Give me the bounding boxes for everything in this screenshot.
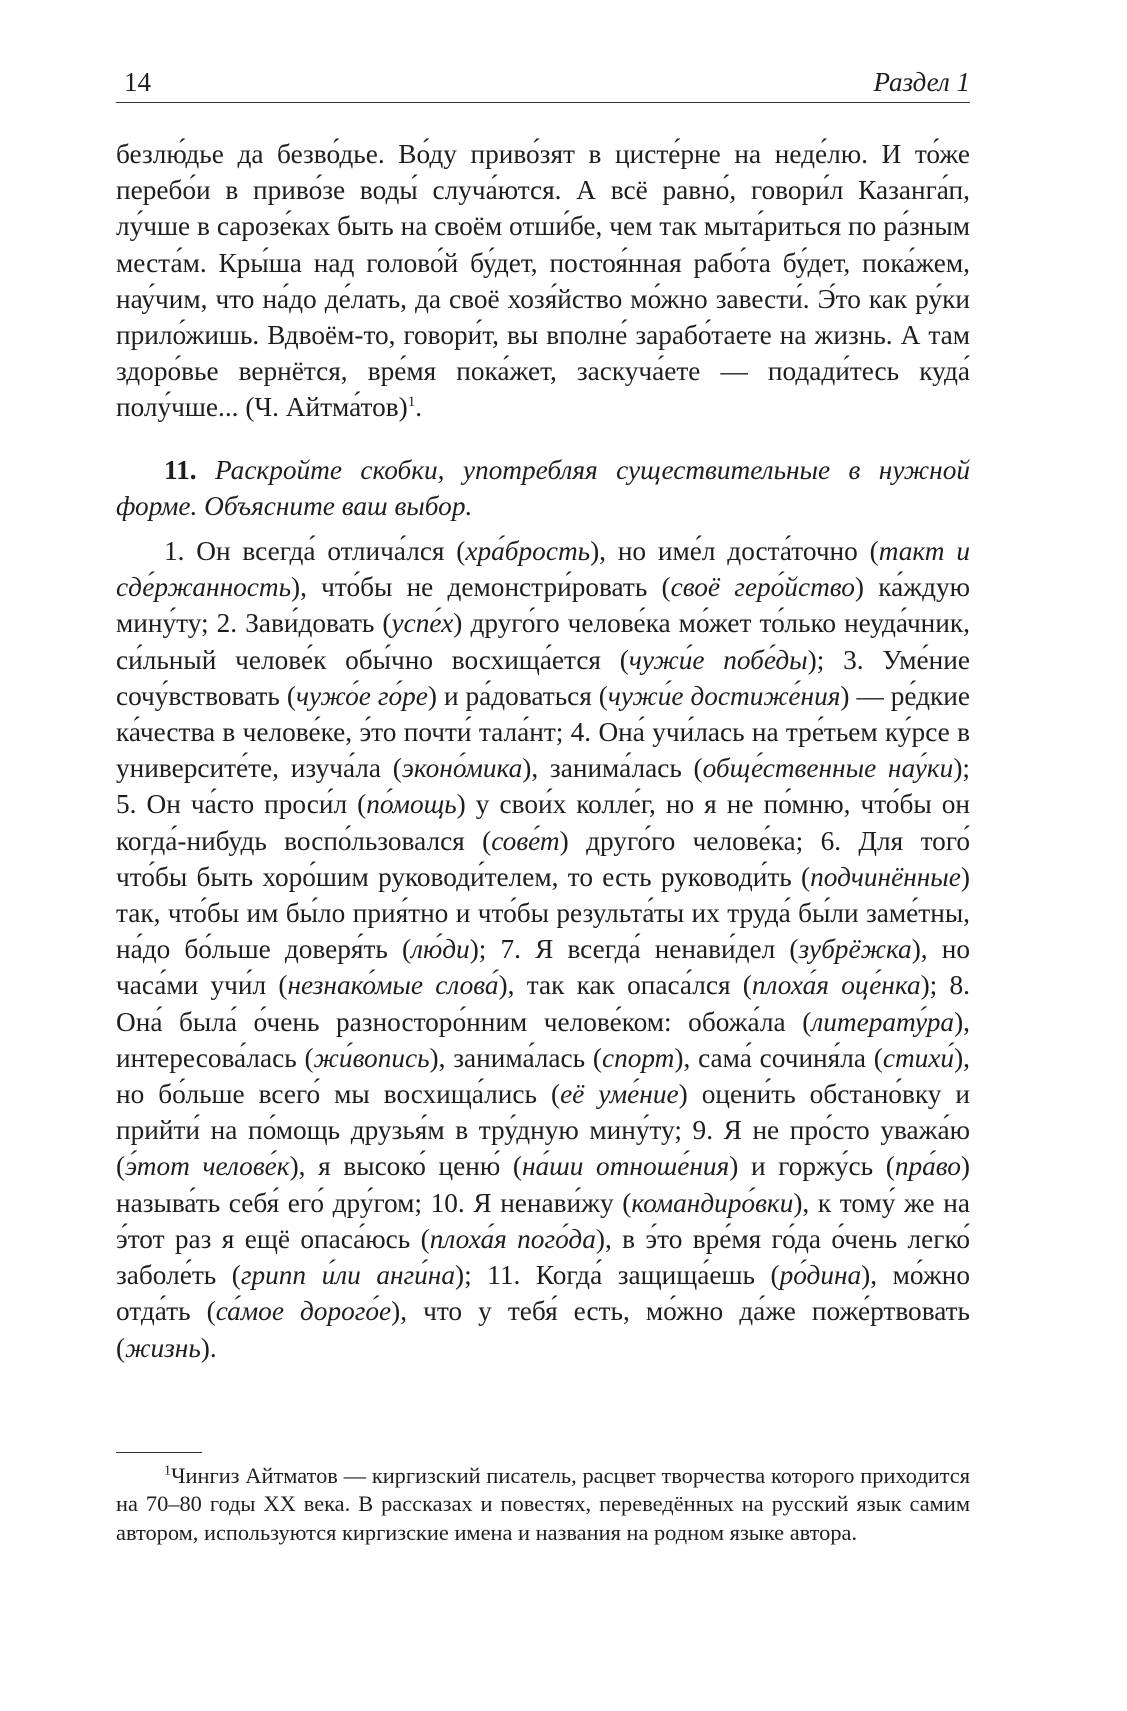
exercise-text: ), интересова́лась ( — [116, 1006, 970, 1073]
bracket-word: ро́дина — [779, 1260, 862, 1291]
task-instruction: Раскройте скобки, употребляя существительные в нужной форме. Объясните ваш выбор. — [116, 454, 970, 521]
exercise-text: ) ка́ждую мину́ту; 2. Зави́довать ( — [116, 572, 970, 639]
exercise-text: ) так, что́бы им бы́ло прия́тно и что́бы результа́ты их труда́ бы́ли заме́тны, на́до бо́льше доверя́ть ( — [116, 861, 970, 965]
bracket-word: чужи́е достиже́ния — [607, 680, 841, 711]
exercise-text: ); 11. Когда́ защища́ешь ( — [455, 1260, 780, 1291]
bracket-word: её уме́ние — [560, 1079, 679, 1110]
bracket-word: пра́во — [894, 1151, 961, 1182]
bracket-word: зубрёжка — [798, 934, 912, 965]
intro-paragraph: безлю́дье да безво́дье. Во́ду приво́зят в цисте́рне на неде́лю. И то́же перебо́и в приво́зе воды́ случа́ются. А всё равно́, говори́л Казанга́п, лу́чше в сарозе́ках быть на своём отши́бе, чем так мыта́риться по ра́зным места́м. Кры́ша над голово́й бу́дет, постоя́нная рабо́та бу́дет, пока́жем, нау́чим, что на́до де́лать, да своё хозя́йство мо́жно завести́. Э́то как ру́ки прило́жишь. Вдвоём-то, говори́т, вы вполне́ зарабо́таете на жизнь. А там здоро́вье вернётся, вре́мя пока́жет, заскуча́ете — подади́тесь куда́ полу́чше... (Ч. Айтма́тов)$^1$. — [116, 139, 970, 423]
bracket-word: командиро́вки — [631, 1187, 794, 1218]
bracket-word: плоха́я пого́да — [429, 1223, 596, 1254]
exercise-text: ) и ра́доваться ( — [427, 680, 608, 711]
exercise-text: ); 3. Уме́ние сочу́вствовать ( — [116, 644, 971, 711]
exercise-text: ), но бо́льше всего́ мы восхища́лись ( — [116, 1042, 970, 1110]
bracket-word: спорт — [601, 1042, 675, 1073]
exercise-paragraph — [116, 533, 970, 1366]
bracket-word: литерату́ра — [811, 1006, 955, 1037]
bracket-word: грипп и́ли анги́на — [240, 1260, 455, 1291]
exercise-text: ), к тому́ же на э́тот раз я ещё опаса́юсь ( — [116, 1187, 970, 1254]
bracket-word: чужи́е побе́ды — [628, 644, 808, 675]
bracket-word: своё геро́йство — [670, 572, 855, 603]
bracket-word: по́мощь — [366, 789, 457, 820]
exercise-text: ), но име́л доста́точно ( — [590, 536, 879, 567]
exercise-text: ); 8. Она́ была́ о́чень разносторо́нним челове́ком: обожа́ла ( — [116, 970, 970, 1037]
exercise-text: ) оцени́ть обстано́вку и прийти́ на по́мощь друзья́м в тру́дную мину́ту; 9. Я не про́сто уважа́ю ( — [116, 1079, 970, 1182]
intro-text: безлю́дье да безво́дье. Во́ду приво́зят в цисте́рне на неде́лю. И то́же перебо́и в приво́зе воды́ случа́ются. А всё равно́, говори́л Казанга́п, лу́чше в сарозе́ках быть на своём отши́бе, чем так мыта́риться по ра́зным места́м. Кры́ша над голово́й бу́дет, постоя́нная рабо́та бу́дет, пока́жем, нау́чим, что на́до де́лать, да своё хозя́йство мо́жно завести́. Э́то как ру́ки прило́жишь. Вдвоём-то, говори́т, вы вполне́ зарабо́таете на жизнь. А там здоро́вье вернётся, вре́мя пока́жет, заскуча́ете — подади́тесь куда́ полу́чше... (Ч. Айтма́тов) — [116, 139, 970, 423]
bracket-word: жи́вопись — [313, 1042, 430, 1073]
section-title: Раздел 1 — [873, 67, 970, 97]
bracket-word: хра́брость — [465, 536, 591, 567]
bracket-word: успе́х — [391, 608, 454, 639]
bracket-word: сове́т — [491, 825, 560, 856]
exercise-text: ), так как опаса́лся ( — [498, 970, 752, 1001]
bracket-word: подчинённые — [810, 861, 961, 892]
bracket-word: обще́ственные нау́ки — [702, 753, 954, 784]
exercise-text: ), занима́лась ( — [522, 753, 703, 784]
task-heading — [116, 452, 970, 524]
exercise-text: ). — [200, 1332, 217, 1363]
bracket-word: са́мое дорого́е — [215, 1296, 392, 1327]
exercise-text: ) друго́го челове́ка мо́жет то́лько неуда́чник, си́льный челове́к обы́чно восхища́ется ( — [116, 608, 970, 675]
exercise-text: ) — ре́дкие ка́чества в челове́ке, э́то почти́ тала́нт; 4. Она́ учи́лась на тре́тьем ку́рсе в университе́те, изуча́ла ( — [116, 680, 971, 784]
bracket-word: эконо́мика — [401, 753, 523, 784]
exercise-text: ) называ́ть себя́ его́ дру́гом; 10. Я ненави́жу ( — [116, 1151, 971, 1218]
bracket-word: чужо́е го́ре — [295, 680, 428, 711]
exercise-text: ), сама́ сочиня́ла ( — [674, 1042, 883, 1073]
exercise-text: ), но часа́ми учи́л ( — [116, 934, 971, 1001]
exercise-text: ) и горжу́сь ( — [729, 1151, 895, 1182]
task-number: 11. — [164, 454, 197, 485]
exercise-text: ), я высоко́ ценю́ ( — [289, 1151, 522, 1182]
bracket-word: на́ши отноше́ния — [521, 1151, 730, 1182]
exercise-text: ), мо́жно отда́ть ( — [116, 1260, 970, 1327]
exercise-text: ), в э́то вре́мя го́да о́чень легко́ заболе́ть ( — [116, 1223, 970, 1291]
exercise-text: ); 5. Он ча́сто проси́л ( — [116, 753, 970, 820]
exercise-text: ), что́бы не демонстри́ровать ( — [291, 572, 671, 603]
footnote-mark: 1 — [164, 1463, 171, 1479]
bracket-word: стихи́ — [882, 1042, 955, 1073]
bracket-word: плоха́я оце́нка — [751, 970, 921, 1001]
bracket-word: незнако́мые слова́ — [287, 970, 499, 1001]
exercise-text: ); 7. Я всегда́ ненави́дел ( — [469, 934, 799, 965]
exercise-text: ), что у тебя́ есть, мо́жно да́же поже́ртвовать ( — [116, 1296, 971, 1363]
exercise-text: ), занима́лась ( — [429, 1042, 602, 1073]
page-body — [116, 136, 970, 1366]
exercise-text: ) у свои́х колле́г, но я не по́мню, что́бы он когда́-нибудь воспо́льзовался ( — [116, 789, 970, 856]
bracket-word: такт и сде́ржанность — [116, 536, 970, 603]
exercise-text: ) друго́го челове́ка; 6. Для того́ что́бы быть хоро́шим руководи́телем, то есть руководи́ть ( — [116, 825, 971, 892]
exercise-text: 1. Он всегда́ отлича́лся ( — [164, 536, 466, 567]
bracket-word: жизнь — [125, 1332, 201, 1363]
page-number: 14 — [124, 67, 151, 97]
footnote — [116, 1462, 970, 1547]
bracket-word: э́тот челове́к — [125, 1151, 290, 1182]
footnote-ref: 1 — [407, 394, 416, 411]
bracket-word: лю́ди — [411, 934, 470, 965]
running-header — [116, 62, 970, 103]
footnote-text: Чингиз Айтматов — киргизский писатель, расцвет творчества которого приходится на 70–80 годы XX века. В рассказах и повестях, переведённых на русский язык самим автором, используются киргизские имена и названия на родном языке автора. — [116, 1463, 970, 1545]
footnote-divider — [116, 1452, 202, 1453]
